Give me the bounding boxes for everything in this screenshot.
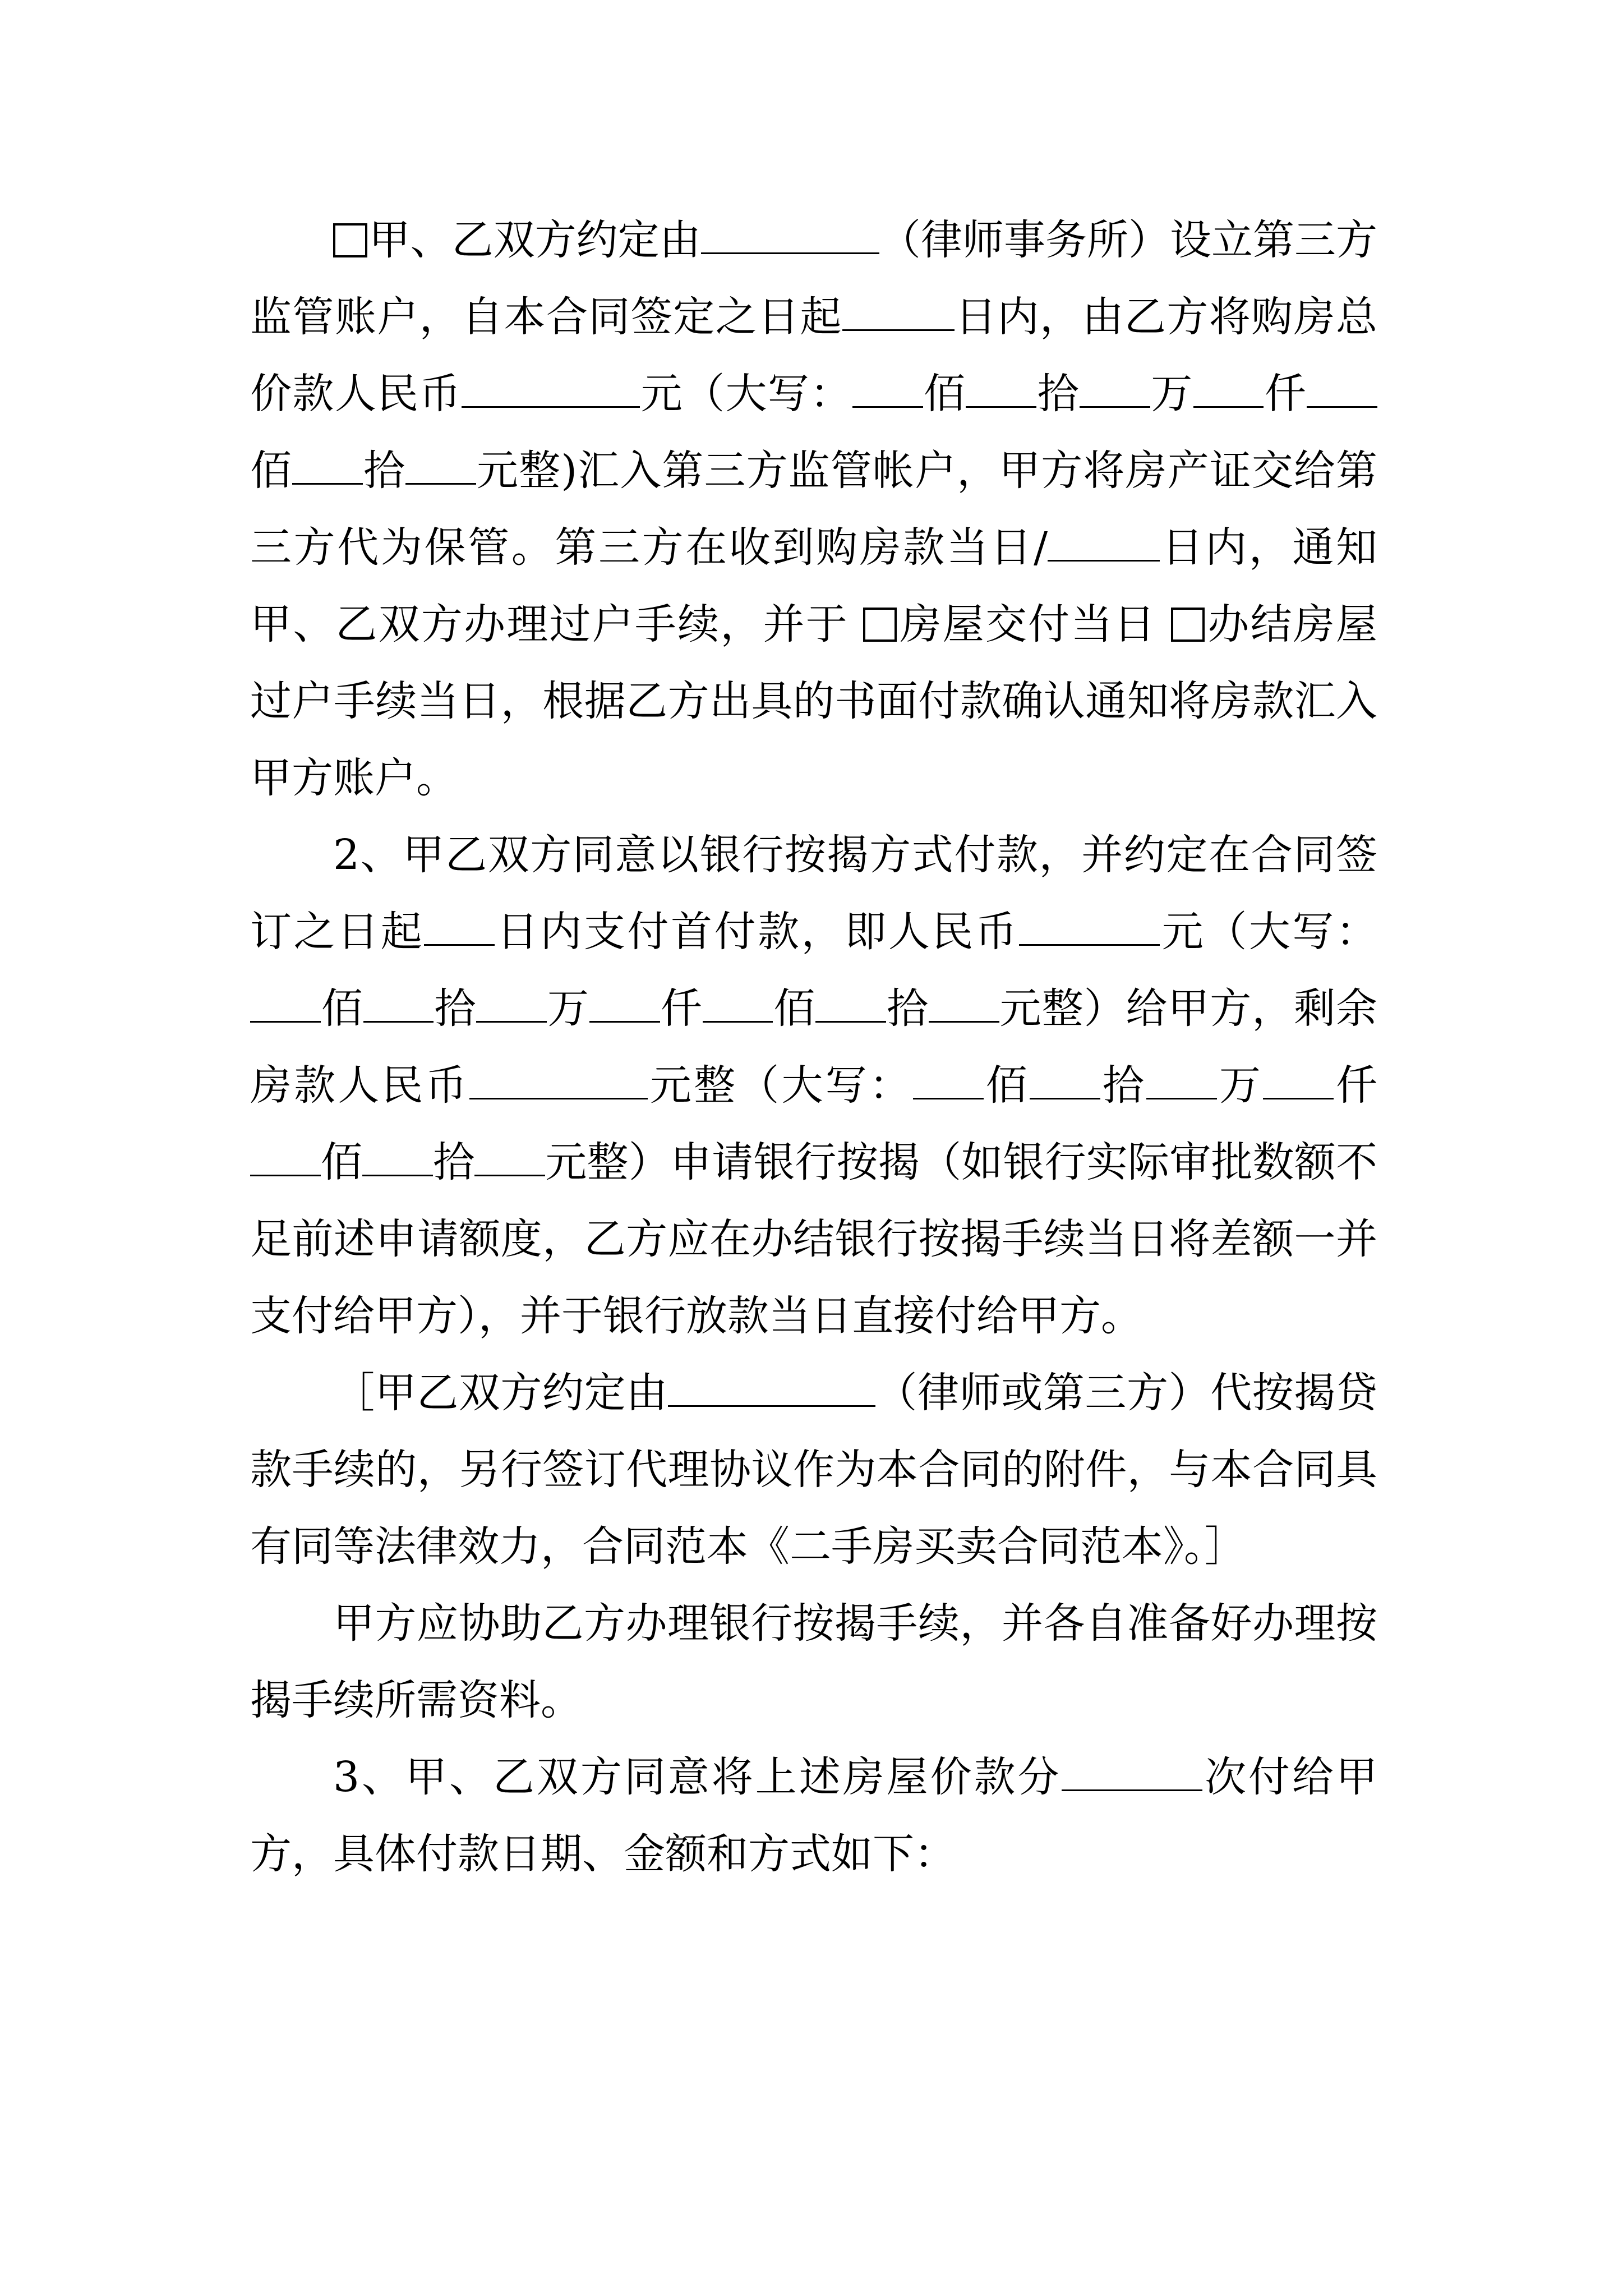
text-segment: （律师事务所）设立第三方监管账户，自本合同签定之日起	[250, 216, 1378, 341]
blank-days[interactable]	[424, 905, 495, 946]
text-segment: 拾	[1100, 1061, 1147, 1110]
text-segment: 佰	[320, 1138, 363, 1186]
text-segment: 仟	[1333, 1061, 1378, 1110]
blank-digit[interactable]	[1307, 367, 1377, 408]
document-body	[250, 202, 1377, 1893]
text-segment: 万	[547, 984, 589, 1033]
text-segment: 佰	[923, 370, 966, 418]
blank-digit[interactable]	[589, 982, 660, 1023]
paragraph-assist-mortgage	[250, 1585, 1377, 1739]
blank-digit[interactable]	[362, 1135, 433, 1176]
text-segment: 2、甲乙双方同意以银行按揭方式付款，并约定在合同签订之日起	[250, 831, 1377, 956]
blank-digit[interactable]	[363, 982, 434, 1023]
text-segment: 甲、乙双方约定由	[368, 216, 701, 264]
text-segment: 佰	[773, 984, 816, 1033]
blank-digit[interactable]	[703, 982, 773, 1023]
text-segment: 元（大写：	[640, 370, 852, 418]
blank-digit[interactable]	[815, 982, 886, 1023]
blank-digit[interactable]	[913, 1059, 984, 1099]
checkbox-house-delivery[interactable]	[863, 608, 897, 642]
paragraph-mortgage-payment	[250, 817, 1377, 1355]
text-segment: 拾	[886, 984, 929, 1033]
blank-digit[interactable]	[1030, 1059, 1100, 1099]
blank-digit[interactable]	[405, 444, 476, 485]
blank-days[interactable]	[1048, 521, 1160, 562]
blank-law-firm[interactable]	[701, 213, 879, 254]
blank-installment-count[interactable]	[1062, 1750, 1203, 1791]
text-segment: 仟	[1264, 370, 1307, 418]
blank-down-payment[interactable]	[1019, 905, 1160, 946]
text-segment: 元（大写：	[1160, 908, 1378, 956]
checkbox-transfer-complete[interactable]	[1171, 608, 1205, 642]
text-segment: 佰	[250, 447, 293, 495]
blank-digit[interactable]	[474, 1135, 545, 1176]
blank-digit[interactable]	[1080, 367, 1150, 408]
text-segment: 房屋交付当日	[898, 600, 1156, 648]
text-segment: 元整)汇入第三方监管帐户，甲方将房产证交给第三方代为保管。第三方在收到购房款当日/	[250, 447, 1378, 572]
text-segment: 拾	[362, 447, 406, 495]
blank-days[interactable]	[842, 290, 955, 331]
blank-digit[interactable]	[929, 982, 999, 1023]
text-segment: 次付给甲方，具体付款日期、金额和方式如下：	[250, 1753, 1377, 1878]
paragraph-agent-clause	[250, 1355, 1377, 1585]
blank-digit[interactable]	[1263, 1059, 1334, 1099]
text-segment: 日内支付首付款，即人民币	[495, 908, 1019, 956]
text-segment: 万	[1216, 1061, 1264, 1110]
checkbox-escrow-option[interactable]	[333, 223, 367, 257]
text-segment: 佰	[320, 984, 363, 1033]
blank-digit[interactable]	[852, 367, 923, 408]
text-segment: 拾	[434, 984, 477, 1033]
blank-digit[interactable]	[250, 982, 321, 1023]
text-segment: （律师或第三方）代按揭贷款手续的，另行签订代理协议作为本合同的附件，与本合同具有同等法律效力，合同范本《二手房买卖合同范本》。］	[250, 1369, 1378, 1571]
text-segment: 佰	[983, 1061, 1030, 1110]
paragraph-installments	[250, 1739, 1377, 1893]
text-segment: 甲方应协助乙方办理银行按揭手续，并各自准备好办理按揭手续所需资料。	[250, 1599, 1377, 1724]
text-segment: 拾	[432, 1138, 475, 1186]
blank-digit[interactable]	[1146, 1059, 1217, 1099]
text-segment: 办结房屋过户手续当日，根据乙方出具的书面付款确认通知将房款汇入甲方账户。	[250, 600, 1377, 802]
blank-digit[interactable]	[476, 982, 547, 1023]
paragraph-escrow-account	[250, 202, 1377, 817]
blank-total-amount[interactable]	[462, 367, 640, 408]
text-segment: 日内，通知甲、乙双方办理过户手续，并于	[250, 523, 1377, 648]
blank-digit[interactable]	[966, 367, 1036, 408]
blank-digit[interactable]	[292, 444, 363, 485]
blank-digit[interactable]	[250, 1135, 321, 1176]
text-segment: 仟	[660, 984, 703, 1033]
blank-agent-name[interactable]	[668, 1366, 875, 1407]
text-segment: 万	[1150, 370, 1193, 418]
text-segment: 3、甲、乙双方同意将上述房屋价款分	[333, 1753, 1062, 1801]
blank-remaining-amount[interactable]	[469, 1059, 648, 1099]
text-segment: 元整）申请银行按揭（如银行实际审批数额不足前述申请额度，乙方应在办结银行按揭手续当日将差额一并支付给甲方），并于银行放款当日直接付给甲方。	[250, 1138, 1378, 1340]
blank-digit[interactable]	[1193, 367, 1264, 408]
text-segment: 元整）给甲方，剩余房款人民币	[250, 984, 1378, 1110]
text-segment: 拾	[1036, 370, 1080, 418]
text-segment: ［甲乙双方约定由	[333, 1369, 668, 1417]
text-segment: 日内，由乙方将购房总价款人民币	[250, 293, 1378, 418]
text-segment: 元整（大写：	[647, 1061, 913, 1110]
